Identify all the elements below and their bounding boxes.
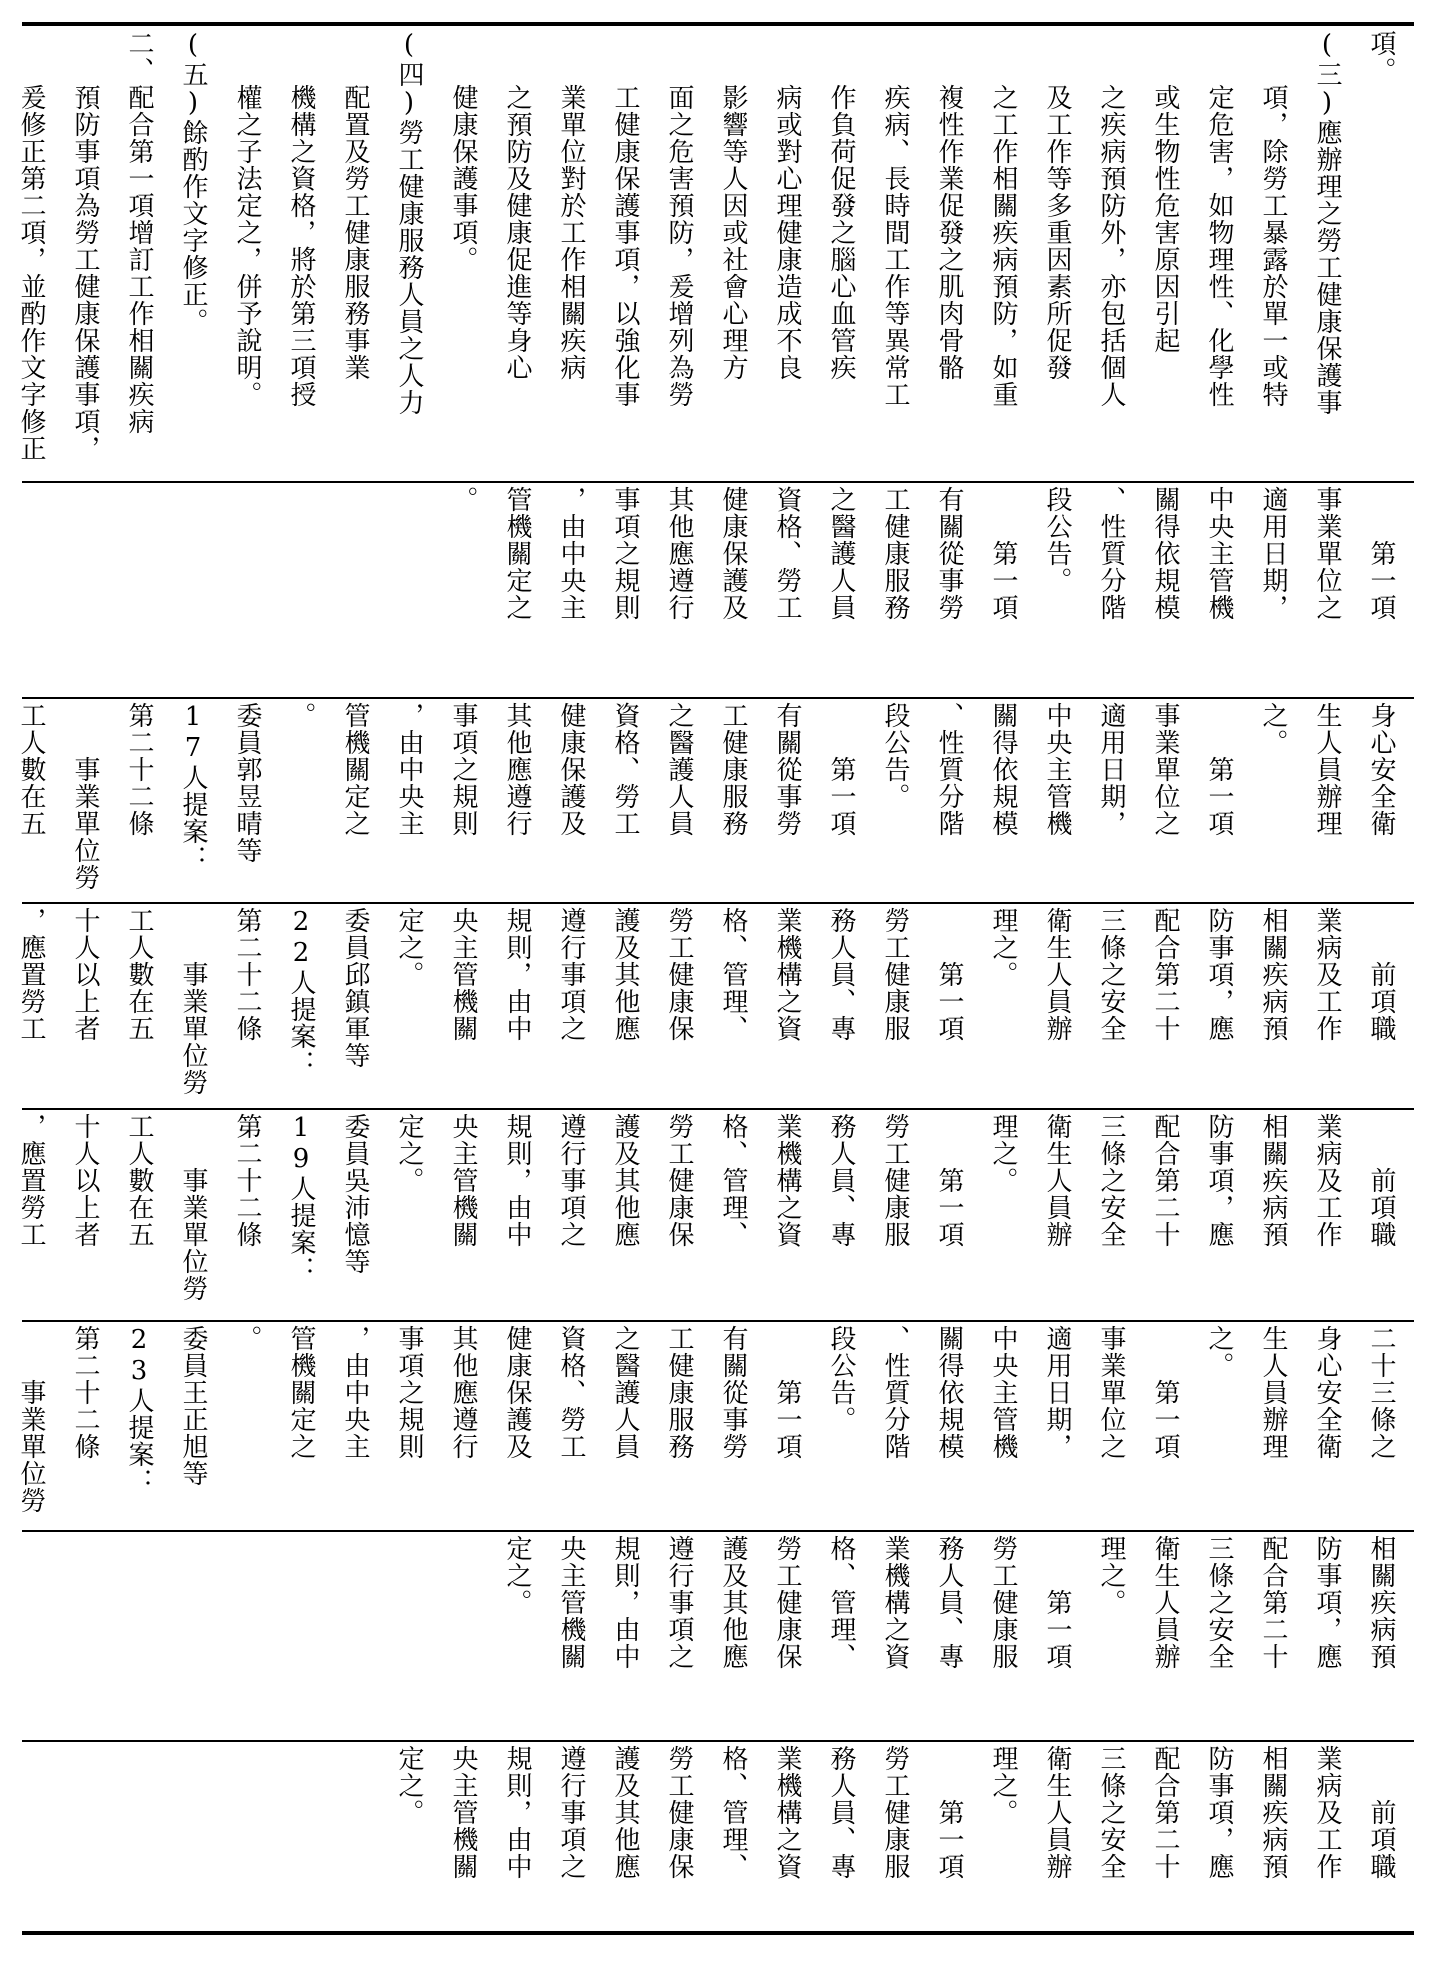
row-divider — [22, 1108, 1414, 1110]
row-original: 前項職 業病及工作 相關疾病預 防事項，應 配合第二十 三條之安全 衛生人員辦 理之。 第一項 勞工健康服 務人員、專 業機構之資 格、管理、 勞工健康保 護及其他應 遵行事項之 規則，由中 央主管機關 定之。 — [394, 1745, 1396, 1880]
row-divider — [22, 1740, 1414, 1742]
top-border — [22, 22, 1414, 26]
bottom-border — [22, 1931, 1414, 1935]
row-proposal-guo: 身心安全衛 生人員辦理 之。 第一項 事業單位之 適用日期， 中央主管機 關得依規模 、性質分階 段公告。 第一項 有關從事勞 工健康服務 之醫護人員 資格、勞工 健康保護及 其他應遵行 事項之規則 ，由中央主 管機關定之 。 委員郭昱晴等 17人提案： 第二十二條 事業單位勞 工人數在五 — [16, 702, 1396, 891]
row-proposal-wu: 前項職 業病及工作 相關疾病預 防事項，應 配合第二十 三條之安全 衛生人員辦 理之。 第一項 勞工健康服 務人員、專 業機構之資 格、管理、 勞工健康保 護及其他應 遵行事項之 規則，由中 央主管機關 定之。 委員吳沛憶等 19人提案： 第二十二條 事業單位勞 工人數在五 十人以上者 ，應置勞工 — [16, 1113, 1396, 1302]
row-divider — [22, 697, 1414, 699]
row-amendment: 相關疾病預 防事項，應 配合第二十 三條之安全 衛生人員辦 理之。 第一項 勞工健康服 務人員、專 業機構之資 格、管理、 勞工健康保 護及其他應 遵行事項之 規則，由中 央主管機關 定之。 — [502, 1535, 1396, 1670]
row-explanation: 項。 (三)應辦理之勞工健康保護事 項，除勞工暴露於單一或特 定危害，如物理性、化學性 或生物性危害原因引起 之疾病預防外，亦包括個人 及工作等多重因素所促發 之工作相關疾病預防，如重 複性作業促發之肌肉骨骼 疾病、長時間工作等異常工 作負荷促發之腦心血管疾 病或對心理健康造成不良 影響等人因或社會心理方 面之危害預防，爰增列為勞 工健康保護事項，以強化事 業單位對於工作相關疾病 之預防及健康促進等身心 健康保護事項。 (四)勞工健康服務人員之人力 配置及勞工健康服務事業 機構之資格，將於第三項授 權之子法定之，併予說明。 (五)餘酌作文字修正。 二、配合第一項增訂工作相關疾病 預防事項為勞工健康保護事項， 爰修正第二項，並酌作文字修正 — [16, 30, 1396, 462]
row-divider — [22, 481, 1414, 483]
row-proposal-qiu: 前項職 業病及工作 相關疾病預 防事項，應 配合第二十 三條之安全 衛生人員辦 理之。 第一項 勞工健康服 務人員、專 業機構之資 格、管理、 勞工健康保 護及其他應 遵行事項之 規則，由中 央主管機關 定之。 委員邱鎮軍等 22人提案： 第二十二條 事業單位勞 工人數在五 十人以上者 ，應置勞工 — [16, 907, 1396, 1096]
row-divider — [22, 902, 1414, 904]
row-divider — [22, 1320, 1414, 1322]
row-current-article: 第一項 事業單位之 適用日期， 中央主管機 關得依規模 、性質分階 段公告。 第一項 有關從事勞 工健康服務 之醫護人員 資格、勞工 健康保護及 其他應遵行 事項之規則 ，由中央主 管機關定之 。 — [448, 486, 1396, 621]
row-proposal-wang: 二十三條之 身心安全衛 生人員辦理 之。 第一項 事業單位之 適用日期， 中央主管機 關得依規模 、性質分階 段公告。 第一項 有關從事勞 工健康服務 之醫護人員 資格、勞工 健康保護及 其他應遵行 事項之規則 ，由中央主 管機關定之 。 委員王正旭等 23人提案： 第二十二條 事業單位勞 — [16, 1325, 1396, 1514]
row-divider — [22, 1530, 1414, 1532]
